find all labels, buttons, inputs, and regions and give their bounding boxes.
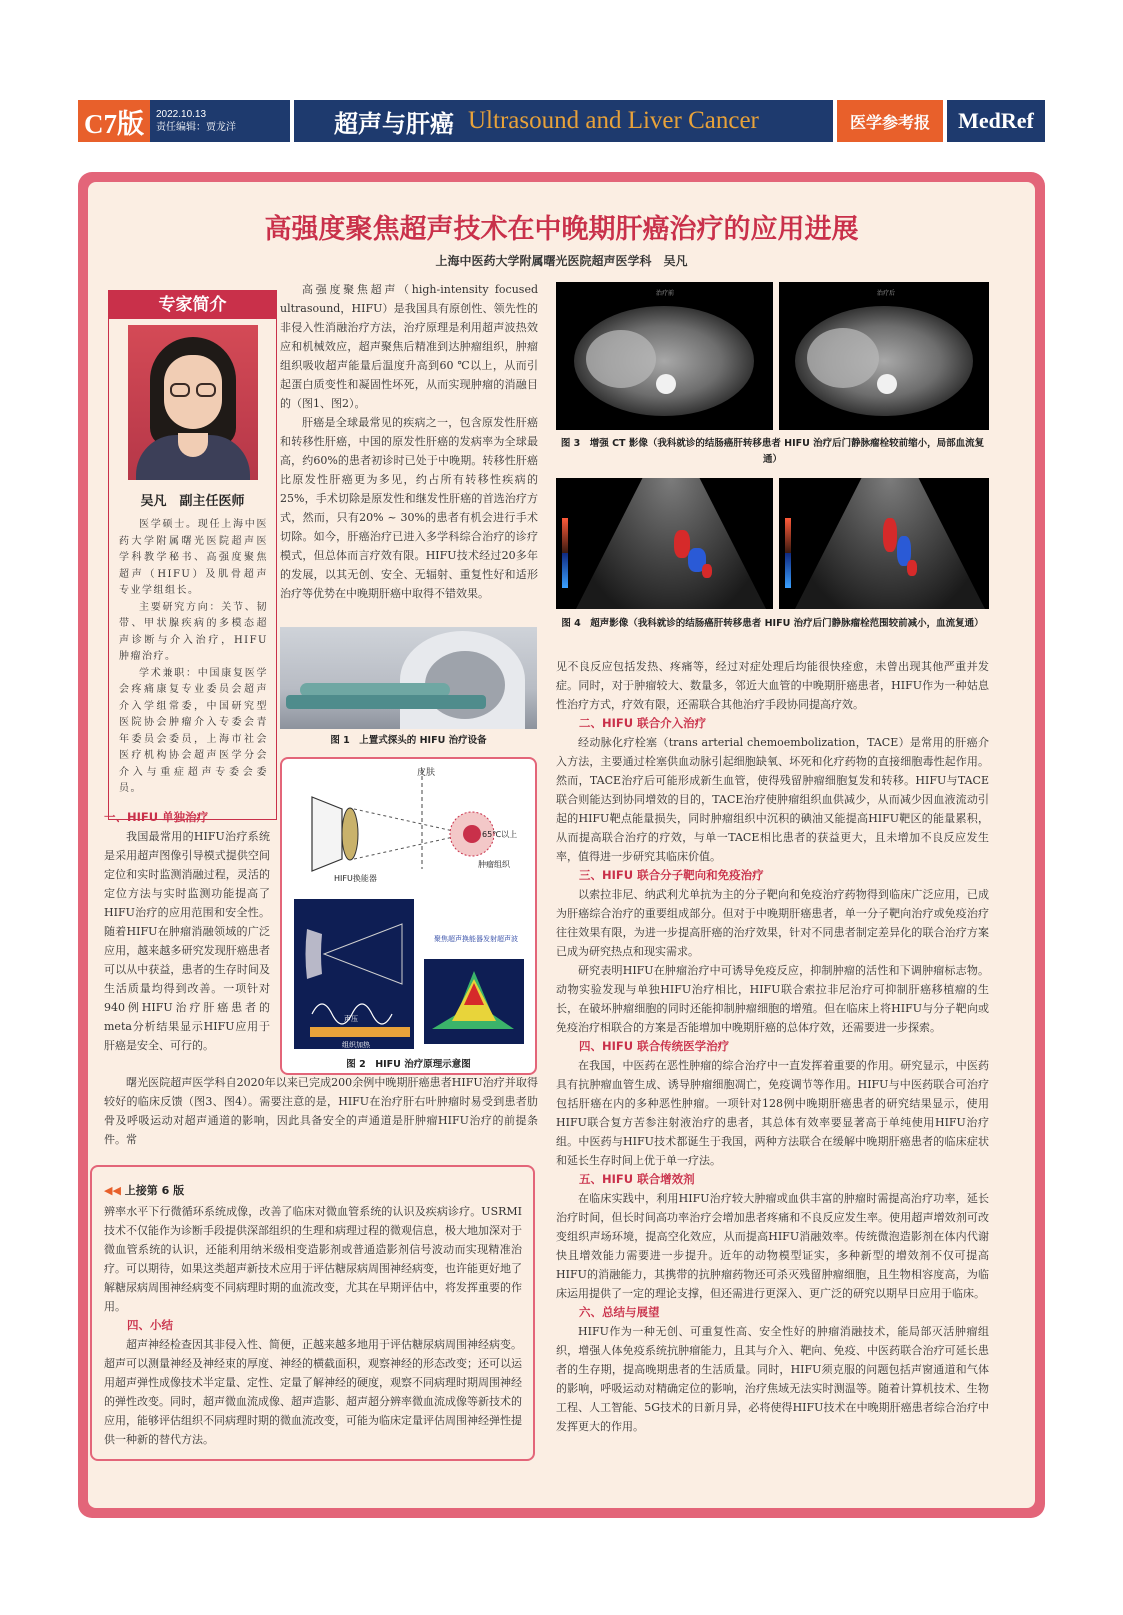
editor-credit: 责任编辑：贾龙洋 [156, 122, 236, 133]
expert-bio-paragraph: 主要研究方向：关节、韧带、甲状腺疾病的多模态超声诊断与介入治疗，HIFU肿瘤治疗。 [119, 601, 268, 662]
label-heat: 组织加热 [342, 1041, 370, 1049]
section-4-paragraph: 在我国，中医药在恶性肿瘤的综合治疗中一直发挥着重要的作用。研究显示，中医药具有抗肿瘤血管生成、诱导肿瘤细胞凋亡，免疫调节等作用。HIFU与中医药联合可治疗包括肝癌在内的多种恶性肿瘤。一项针对128例中晚期肝癌患者的研究结果显示，使用HIFU联合复方苦参注射液治疗的患者，其总体有效率要显著高于单纯使用HIFU治疗组。中医药与HIFU技术都诞生于我国，两种方法联合在缓解中晚期肝癌患者的临床症状和延长生存时间上优于单一疗法。 [556, 1059, 989, 1167]
continued-label [104, 1181, 522, 1200]
expert-portrait [128, 325, 258, 480]
label-wave: 聚焦超声换能器发射超声波 [434, 935, 518, 943]
expert-bio [109, 517, 276, 798]
section-1-paragraph: 我国最常用的HIFU治疗系统是采用超声图像引导模式提供空间定位和实时监测消融过程，灵活的定位方法与实时监测功能提高了HIFU治疗的应用范围和安全性。随着HIFU在肿瘤消融领域的广泛应用，越来越多研究发现肝癌患者可以从中获益，患者的生存时间及生活质量均得到改善。一项针对940例HIFU治疗肝癌患者的meta分析结果显示HIFU应用于肝癌是安全、可行的。 [104, 830, 270, 1052]
ct-right-label: 治疗后 [877, 291, 896, 297]
figure-4-us-left [556, 478, 773, 609]
expert-profile [108, 290, 277, 820]
section-1-heading: 一、HIFU 单独治疗 [104, 810, 209, 824]
figure-3-ct-right [779, 282, 989, 430]
figure-1-caption: 图 1 上置式探头的 HIFU 治疗设备 [330, 735, 487, 746]
label-skin: 皮肤 [417, 768, 436, 778]
article-title: 高强度聚焦超声技术在中晚期肝癌治疗的应用进展 [264, 214, 859, 245]
section-2-heading: 二、HIFU 联合介入治疗 [579, 716, 707, 730]
section-2-paragraph: 经动脉化疗栓塞（trans arterial chemoembolization，TACE）是常用的肝癌介入方法，主要通过栓塞供血动脉引起细胞缺氧、坏死和化疗药物的直接细胞毒性起作用。然而，TACE治疗后可能形成新生血管，使得残留肿瘤细胞复发和转移。HIFU与TACE联合则能达到协同增效的目的，TACE治疗使肿瘤组织血供减少，从而减少因血液流动引起的HIFU靶点能量损失，同时肿瘤组织中沉积的碘油又能提高HIFU靶区的能量累积，从而提高联合治疗的疗效，与单一TACE相比患者的获益更大，且未增加不良反应发生率，值得进一步研究其临床价值。 [556, 736, 989, 863]
section-1-narrow [104, 808, 270, 1055]
figure-1-image [280, 627, 537, 729]
label-temp: 65℃以上 [482, 830, 518, 839]
intro-column [280, 280, 538, 603]
section-4-heading: 四、HIFU 联合传统医学治疗 [579, 1039, 730, 1053]
paper-name: 医学参考报 [833, 100, 943, 142]
section-title-en: Ultrasound and Liver Cancer [468, 107, 759, 134]
continued-heading: 四、小结 [127, 1318, 173, 1332]
issue-date: 2022.10.13 [156, 109, 207, 120]
label-tumor: 肿瘤组织 [478, 860, 510, 869]
section-5-paragraph: 在临床实践中，利用HIFU治疗较大肿瘤或血供丰富的肿瘤时需提高治疗功率，延长治疗时间，但长时间高功率治疗会增加患者疼痛和不良反应发生率。使用超声增效剂可改变组织声场环境，提高空化效应，从而提高HIFU消融效率。传统微泡造影剂在体内代谢快且增效能力需要进一步提升。近年的动物模型证实，多种新型的增效剂不仅可提高HIFU的消融能力，其携带的抗肿瘤药物还可杀灭残留肿瘤细胞，且生物相容度高，为临床运用提供了一定的理论支撑，但还需进行更深入、更广泛的研究以期早日应用于临床。 [556, 1192, 989, 1300]
label-pressure: 声压 [344, 1015, 358, 1023]
intro-paragraph: 高强度聚焦超声（high-intensity focused ultrasound，HIFU）是我国具有原创性、领先性的非侵入性消融治疗方法，治疗原理是利用超声波热效应和机械效应，超声聚焦后精准到达肿瘤组织，肿瘤组织吸收超声能量后温度升高到60 ℃以上，从而引起蛋白质变性和凝固性坏死，从而实现肿瘤的消融目的（图1、图2）。 [280, 283, 538, 410]
expert-name: 吴凡 副主任医师 [140, 494, 245, 509]
section-6-heading: 六、总结与展望 [579, 1305, 660, 1319]
brand-logo: MedRef [943, 100, 1045, 142]
figure-2-diagram [280, 757, 537, 1075]
double-left-arrow-icon: ◀◀ [104, 1184, 121, 1197]
continued-label-text: 上接第 6 版 [124, 1184, 185, 1197]
figure-3-caption: 图 3 增强 CT 影像（我科就诊的结肠癌肝转移患者 HIFU 治疗后门静脉瘤栓较前缩小，局部血流复通） [560, 438, 985, 465]
expert-bio-paragraph: 学术兼职：中国康复医学会疼痛康复专业委员会超声介入学组常委，中国研究型医院协会肿瘤介入专委会青年委员会委员，上海市社会医疗机构协会超声医学分会介入与重症超声专委会委员。 [119, 667, 268, 794]
expert-heading: 专家简介 [109, 291, 276, 319]
section-6-paragraph: HIFU作为一种无创、可重复性高、安全性好的肿瘤消融技术，能局部灭活肿瘤组织，增强人体免疫系统抗肿瘤能力，且其与介入、靶向、免疫、中医药联合治疗可延长患者的生存期，提高晚期患者的生活质量。同时，HIFU须克服的问题包括声窗通道和气体的影响，呼吸运动对精确定位的影响，治疗焦域无法实时测温等。随着计算机技术、生物工程、人工智能、5G技术的日新月异，必将使得HIFU技术在中晚期肝癌患者综合治疗中发挥更大的作用。 [556, 1325, 989, 1433]
issue-info [150, 100, 290, 142]
continued-paragraph: 辨率水平下行微循环系统成像，改善了临床对微血管系统的认识及疾病诊疗。USRMI技术不仅能作为诊断手段提供深部组织的生理和病理过程的微观信息，极大地加深对于微血管系统的认识，还能利用纳米级相变造影剂或普通造影剂信号波动而实现精准治疗。可以期待，如果这类超声新技术应用于评估糖尿病周围神经病变，也许能更好地了解糖尿病周围神经病变不同病理时期的血流改变，尤其在早期评估中，将发挥重要的作用。 [104, 1205, 522, 1313]
right-intro: 见不良反应包括发热、疼痛等，经过对症处理后均能很快痊愈，未曾出现其他严重并发症。同时，对于肿瘤较大、数量多，邻近大血管的中晚期肝癌患者，HIFU作为一种姑息性治疗方式，疗效有限，还需联合其他治疗手段协同提高疗效。 [556, 660, 989, 711]
section-title [290, 100, 833, 142]
continued-content [104, 1181, 522, 1449]
figure-2-caption: 图 2 HIFU 治疗原理示意图 [346, 1059, 471, 1070]
section-title-cn: 超声与肝癌 [334, 108, 454, 138]
continued-paragraph-2: 超声神经检查因其非侵入性、简便，正越来越多地用于评估糖尿病周围神经病变。超声可以测量神经及神经束的厚度、神经的横截面积，观察神经的形态改变；还可以运用超声弹性成像技术半定量、定性、定量了解神经的硬度，观察不同病理时期周围神经的弹性改变。同时，超声微血流成像、超声造影、超声超分辨率微血流成像等新技术的应用，能够评估组织不同病理时期的微血流改变，可能为临床定量评估周围神经弹性提供一种新的替代方法。 [104, 1338, 522, 1446]
ct-left-label: 治疗前 [656, 291, 675, 297]
article-byline: 上海中医药大学附属曙光医院超声医学科 吴凡 [435, 254, 688, 268]
intro-paragraph: 肝癌是全球最常见的疾病之一，包含原发性肝癌和转移性肝癌，中国的原发性肝癌的发病率为全球最高，约60%的患者初诊时已处于中晚期。转移性肝癌比原发性肝癌更为多见，约占所有转移性疾病的25%，手术切除是原发性和继发性肝癌的首选治疗方式，然而，只有20% ~ 30%的患者有机会进行手术切除。如今，肝癌治疗已进入多学科综合治疗的诊疗模式，但总体而言疗效有限。HIFU技术经过20多年的发展，以其无创、安全、无辐射、重复性好和适形治疗等优势在中晚期肝癌中取得不错效果。 [280, 416, 538, 600]
section-3-paragraph-2: 研究表明HIFU在肿瘤治疗中可诱导免疫反应，抑制肿瘤的活性和下调肿瘤标志物。动物实验发现与单独HIFU治疗相比，HIFU联合索拉非尼治疗可抑制肝癌移植瘤的生长，在破坏肿瘤细胞的同时还能抑制肿瘤细胞的增殖。但在临床上将HIFU与分子靶向或免疫治疗相联合的方案是否能增加中晚期肝癌的总体疗效，还需要进一步探索。 [556, 964, 989, 1034]
section-1-wide [104, 1073, 538, 1149]
section-3-heading: 三、HIFU 联合分子靶向和免疫治疗 [579, 868, 764, 882]
page-number: C7版 [78, 100, 150, 142]
section-1-paragraph-2: 曙光医院超声医学科自2020年以来已完成200余例中晚期肝癌患者HIFU治疗并取得较好的临床反馈（图3、图4）。需要注意的是，HIFU在治疗肝右叶肿瘤时易受到患者肋骨及呼吸运动对超声通道的影响，因此具备安全的声通道是肝肿瘤HIFU治疗的前提条件。常 [104, 1076, 538, 1146]
expert-bio-paragraph: 医学硕士。现任上海中医药大学附属曙光医院超声医学科教学秘书、高强度聚焦超声（HIFU）及肌骨超声专业学组组长。 [119, 519, 268, 596]
label-transducer: HIFU换能器 [334, 874, 377, 883]
section-3-paragraph: 以索拉非尼、纳武利尤单抗为主的分子靶向和免疫治疗药物得到临床广泛应用，已成为肝癌综合治疗的重要组成部分。但对于中晚期肝癌患者，单一分子靶向治疗或免疫治疗往往效果有限，为进一步提高肝癌的治疗效果，针对不同患者制定差异化的联合治疗方案已成为研究热点和现实需求。 [556, 888, 989, 958]
hifu-principle-svg [282, 759, 535, 1073]
figure-4-caption: 图 4 超声影像（我科就诊的结肠癌肝转移患者 HIFU 治疗后门静脉瘤栓范围较前减小，血流复通） [561, 618, 984, 629]
figure-4-us-right [779, 478, 989, 609]
section-5-heading: 五、HIFU 联合增效剂 [579, 1172, 695, 1186]
right-column [556, 657, 989, 1436]
transducer-shape [312, 797, 342, 871]
figure-3-ct-left [556, 282, 773, 430]
continued-from-page-6 [90, 1165, 535, 1461]
masthead [78, 100, 1045, 142]
